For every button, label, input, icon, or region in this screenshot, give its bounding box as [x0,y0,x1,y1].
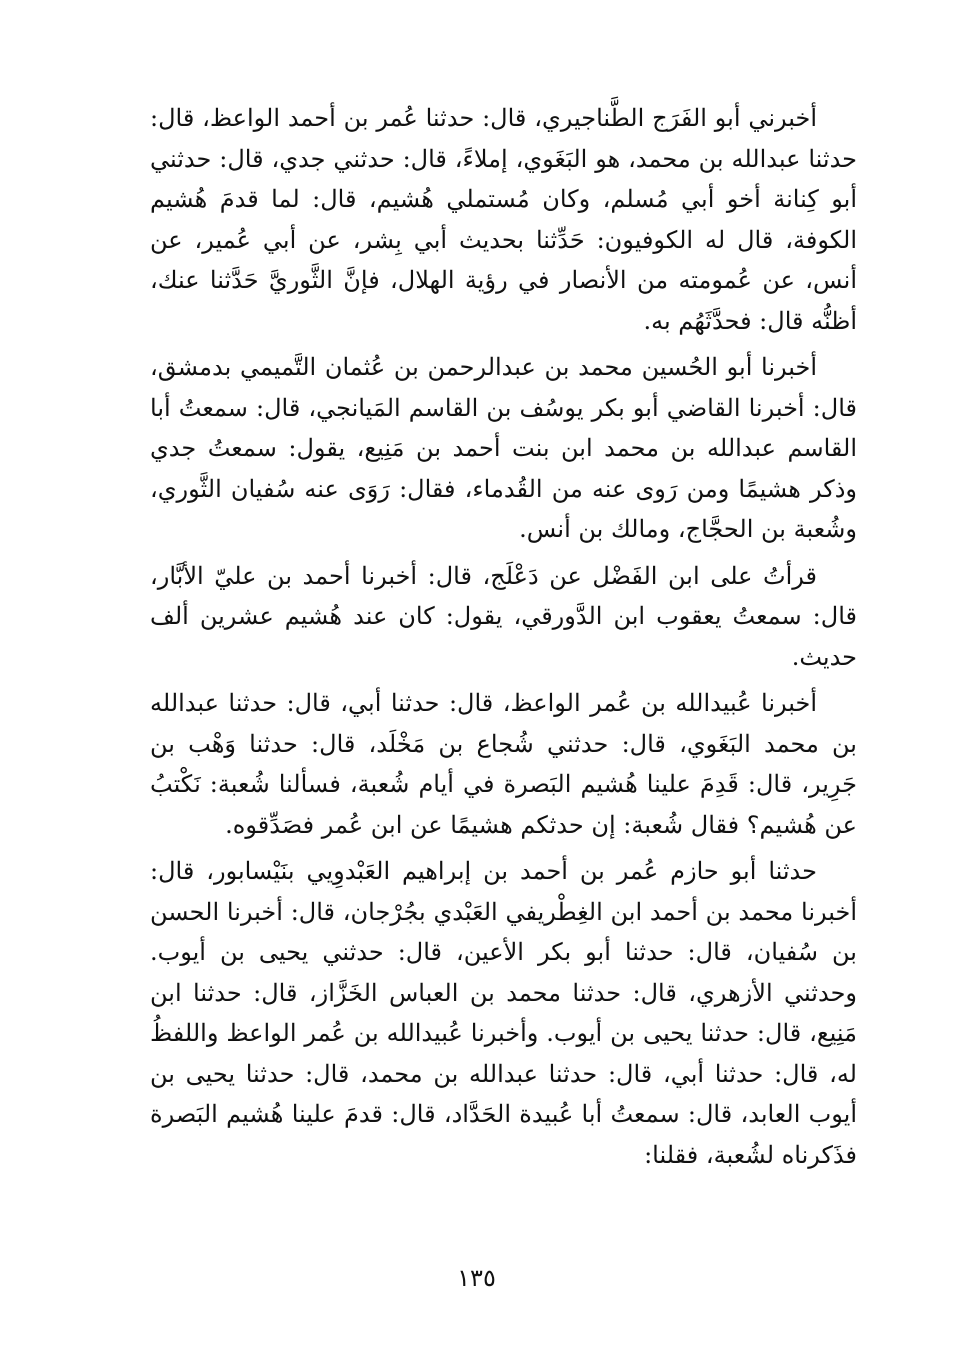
main-text [150,98,857,1181]
paragraph-4: أخبرنا عُبيدالله بن عُمر الواعظ، قال: حدثنا أبي، قال: حدثنا عبدالله بن محمد البَغَوي، قال: حدثني شُجاع بن مَخْلَد، قال: حدثنا وَهْب بن جَرِير، قال: قَدِمَ علينا هُشيم البَصرة في أيام شُعبة، فسألنا شُعبة: نَكْتبُ عن هُشيم؟ فقال شُعبة: إن حدثكم هشيمًا عن ابن عُمر فصَدِّقوه. [150,689,857,839]
paragraph-2: أخبرنا أبو الحُسين محمد بن عبدالرحمن بن عُثمان التَّميمي بدمشق، قال: أخبرنا القاضي أبو بكر يوسُف بن القاسم المَيانجي، قال: سمعتُ أبا القاسم عبدالله بن محمد ابن بنت أحمد بن مَنِيع، يقول: سمعتُ جدي وذكر هشيمًا ومن رَوى عنه من القُدماء، فقال: رَوَى عنه سُفيان الثَّوري، وشُعبة بن الحجَّاج، ومالك بن أنس. [150,353,857,543]
paragraph-5: حدثنا أبو حازم عُمر بن أحمد بن إبراهيم العَبْدوِيي بنَيْسابور، قال: أخبرنا محمد بن أحمد ابن الغِطْريفي العَبْدي بجُرْجان، قال: أخبرنا الحسن بن سُفيان، قال: حدثنا أبو بكر الأعين، قال: حدثني يحيى بن أيوب. وحدثني الأزهري، قال: حدثنا محمد بن العباس الخَزَّاز، قال: حدثنا ابن مَنِيع، قال: حدثنا يحيى بن أيوب. وأخبرنا عُبيدالله بن عُمر الواعظ واللفظُ له، قال: حدثنا أبي، قال: حدثنا عبدالله بن محمد، قال: حدثنا يحيى بن أيوب العابد، قال: سمعتُ أبا عُبيدة الحَدَّاد، قال: قدمَ علينا هُشيم البَصرة فذَكرناه لشُعبة، فقلنا: [150,857,857,1169]
paragraph-3: قرأتُ على ابن الفَضْل عن دَعْلَج، قال: أخبرنا أحمد بن عليّ الأبَّار، قال: سمعتُ يعقوب ابن الدَّورقي، يقول: كان عند هُشيم عشرين ألف حديث. [150,561,857,671]
paragraph-1: أخبرني أبو الفَرَج الطَّناجيري، قال: حدثنا عُمر بن أحمد الواعظ، قال: حدثنا عبدالله بن محمد، هو البَغَوي، إملاءً، قال: حدثني جدي، قال: حدثني أبو كِنانة أخو أبي مُسلم، وكان مُستملي هُشيم، قال: لما قدمَ هُشيم الكوفة، قال له الكوفيون: حَدِّثنا بحديث أبي بِشر، عن أبي عُمير، عن أنس، عن عُمومته من الأنصار في رؤية الهلال، فإنَّ الثَّوريَّ حَدَّثنا عنك، أظنُّه قال: فحدَّثَهُم به. [150,104,857,335]
page-number: ١٣٥ [457,1264,496,1292]
